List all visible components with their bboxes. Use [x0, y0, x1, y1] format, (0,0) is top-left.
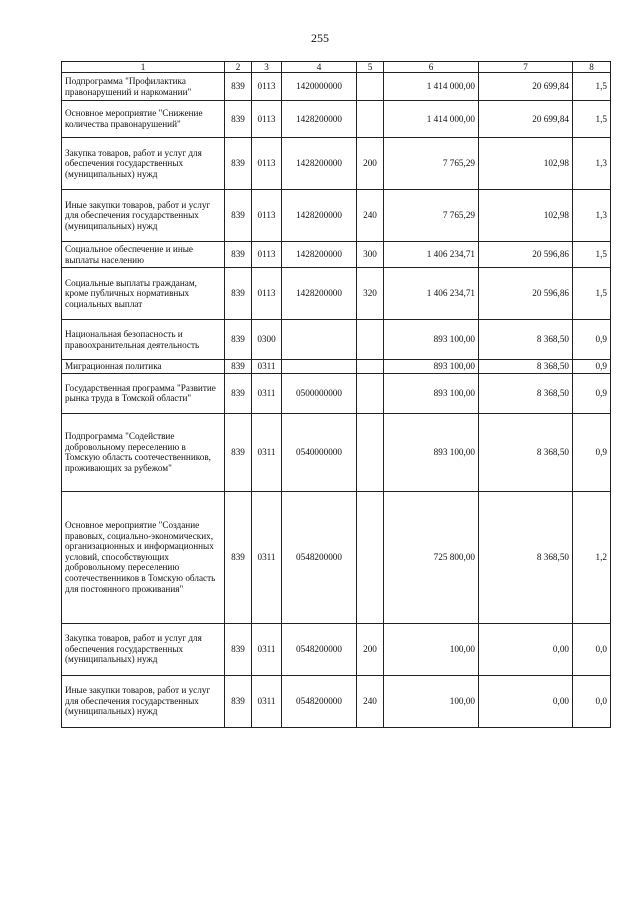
- row-rz-cell: 0311: [252, 623, 282, 675]
- row-fact-cell: 8 368,50: [479, 413, 573, 491]
- row-gr-cell: 839: [225, 138, 252, 190]
- row-vr-cell: 240: [357, 675, 384, 727]
- row-pct-cell: 0,9: [573, 360, 611, 374]
- row-fact-cell: 8 368,50: [479, 320, 573, 360]
- row-vr-cell: [357, 373, 384, 413]
- row-rz-cell: 0113: [252, 190, 282, 242]
- header-cell: 2: [225, 62, 252, 73]
- header-cell: 1: [62, 62, 225, 73]
- row-plan-cell: 893 100,00: [384, 320, 479, 360]
- row-pct-cell: 0,9: [573, 413, 611, 491]
- row-pct-cell: 0,9: [573, 373, 611, 413]
- row-fact-cell: 102,98: [479, 138, 573, 190]
- row-plan-cell: 7 765,29: [384, 138, 479, 190]
- table-row: [62, 101, 611, 138]
- header-cell: 6: [384, 62, 479, 73]
- row-plan-cell: 1 406 234,71: [384, 242, 479, 268]
- row-name-cell: Миграционная политика: [62, 360, 225, 374]
- row-vr-cell: [357, 101, 384, 138]
- row-plan-cell: 1 406 234,71: [384, 268, 479, 320]
- row-cs-cell: 0500000000: [282, 373, 357, 413]
- row-name-cell: Иные закупки товаров, работ и услуг для обеспечения государственных (муниципальных) нужд: [62, 190, 225, 242]
- row-rz-cell: 0113: [252, 73, 282, 101]
- row-pct-cell: 0,0: [573, 623, 611, 675]
- row-fact-cell: 8 368,50: [479, 373, 573, 413]
- row-pct-cell: 1,5: [573, 242, 611, 268]
- row-cs-cell: 0548200000: [282, 491, 357, 623]
- row-rz-cell: 0113: [252, 242, 282, 268]
- row-gr-cell: 839: [225, 320, 252, 360]
- table-header-row: [62, 62, 611, 73]
- row-name-cell: Государственная программа "Развитие рынка труда в Томской области": [62, 373, 225, 413]
- header-cell: 8: [573, 62, 611, 73]
- row-gr-cell: 839: [225, 73, 252, 101]
- row-cs-cell: 1420000000: [282, 73, 357, 101]
- row-vr-cell: 200: [357, 623, 384, 675]
- row-name-cell: Закупка товаров, работ и услуг для обеспечения государственных (муниципальных) нужд: [62, 623, 225, 675]
- row-cs-cell: 1428200000: [282, 101, 357, 138]
- row-pct-cell: 1,3: [573, 138, 611, 190]
- row-plan-cell: 893 100,00: [384, 373, 479, 413]
- row-cs-cell: 1428200000: [282, 190, 357, 242]
- table-row: [62, 268, 611, 320]
- row-gr-cell: 839: [225, 413, 252, 491]
- row-rz-cell: 0311: [252, 413, 282, 491]
- header-cell: 5: [357, 62, 384, 73]
- row-rz-cell: 0113: [252, 268, 282, 320]
- row-cs-cell: 0540000000: [282, 413, 357, 491]
- row-vr-cell: [357, 73, 384, 101]
- row-rz-cell: 0300: [252, 320, 282, 360]
- row-plan-cell: 725 800,00: [384, 491, 479, 623]
- row-rz-cell: 0311: [252, 491, 282, 623]
- row-fact-cell: 20 596,86: [479, 268, 573, 320]
- row-plan-cell: 893 100,00: [384, 413, 479, 491]
- row-fact-cell: 20 699,84: [479, 73, 573, 101]
- row-gr-cell: 839: [225, 491, 252, 623]
- row-rz-cell: 0311: [252, 373, 282, 413]
- row-plan-cell: 100,00: [384, 675, 479, 727]
- row-plan-cell: 1 414 000,00: [384, 73, 479, 101]
- table-row: [62, 373, 611, 413]
- row-name-cell: Подпрограмма "Содействие добровольному переселению в Томскую область соотечественников, проживающих за рубежом": [62, 413, 225, 491]
- header-cell: 4: [282, 62, 357, 73]
- row-vr-cell: 320: [357, 268, 384, 320]
- row-cs-cell: [282, 360, 357, 374]
- row-plan-cell: 893 100,00: [384, 360, 479, 374]
- row-fact-cell: 8 368,50: [479, 491, 573, 623]
- row-fact-cell: 102,98: [479, 190, 573, 242]
- row-rz-cell: 0113: [252, 101, 282, 138]
- row-fact-cell: 20 596,86: [479, 242, 573, 268]
- table-row: [62, 623, 611, 675]
- table-row: [62, 242, 611, 268]
- row-cs-cell: 0548200000: [282, 623, 357, 675]
- budget-table: [61, 61, 611, 728]
- row-cs-cell: 1428200000: [282, 242, 357, 268]
- row-name-cell: Закупка товаров, работ и услуг для обеспечения государственных (муниципальных) нужд: [62, 138, 225, 190]
- row-cs-cell: [282, 320, 357, 360]
- row-rz-cell: 0113: [252, 138, 282, 190]
- row-name-cell: Основное мероприятие "Создание правовых, социально-экономических, организационных и информационных условий, способствующих добровольному переселению соотечественников в Томскую область для постоянного проживания": [62, 491, 225, 623]
- row-fact-cell: 20 699,84: [479, 101, 573, 138]
- row-gr-cell: 839: [225, 675, 252, 727]
- row-gr-cell: 839: [225, 623, 252, 675]
- row-vr-cell: 300: [357, 242, 384, 268]
- header-cell: 7: [479, 62, 573, 73]
- row-vr-cell: [357, 320, 384, 360]
- row-name-cell: Социальные выплаты гражданам, кроме публичных нормативных социальных выплат: [62, 268, 225, 320]
- row-fact-cell: 8 368,50: [479, 360, 573, 374]
- row-cs-cell: 1428200000: [282, 138, 357, 190]
- row-fact-cell: 0,00: [479, 675, 573, 727]
- row-vr-cell: [357, 491, 384, 623]
- row-vr-cell: [357, 413, 384, 491]
- table-row: [62, 190, 611, 242]
- row-rz-cell: 0311: [252, 675, 282, 727]
- row-name-cell: Социальное обеспечение и иные выплаты населению: [62, 242, 225, 268]
- table-row: [62, 413, 611, 491]
- header-cell: 3: [252, 62, 282, 73]
- row-gr-cell: 839: [225, 268, 252, 320]
- row-plan-cell: 7 765,29: [384, 190, 479, 242]
- row-fact-cell: 0,00: [479, 623, 573, 675]
- row-cs-cell: 1428200000: [282, 268, 357, 320]
- row-plan-cell: 1 414 000,00: [384, 101, 479, 138]
- page-number: 255: [311, 31, 329, 45]
- row-cs-cell: 0548200000: [282, 675, 357, 727]
- row-name-cell: Иные закупки товаров, работ и услуг для обеспечения государственных (муниципальных) нужд: [62, 675, 225, 727]
- row-name-cell: Подпрограмма "Профилактика правонарушений и наркомании": [62, 73, 225, 101]
- row-name-cell: Основное мероприятие "Снижение количества правонарушений": [62, 101, 225, 138]
- table-row: [62, 360, 611, 374]
- row-name-cell: Национальная безопасность и правоохранительная деятельность: [62, 320, 225, 360]
- row-pct-cell: 1,5: [573, 268, 611, 320]
- table-row: [62, 73, 611, 101]
- row-pct-cell: 0,0: [573, 675, 611, 727]
- row-gr-cell: 839: [225, 101, 252, 138]
- row-gr-cell: 839: [225, 242, 252, 268]
- row-vr-cell: 200: [357, 138, 384, 190]
- table-row: [62, 138, 611, 190]
- row-pct-cell: 1,3: [573, 190, 611, 242]
- table-row: [62, 675, 611, 727]
- row-rz-cell: 0311: [252, 360, 282, 374]
- row-vr-cell: 240: [357, 190, 384, 242]
- row-plan-cell: 100,00: [384, 623, 479, 675]
- row-vr-cell: [357, 360, 384, 374]
- row-pct-cell: 1,5: [573, 101, 611, 138]
- table-row: [62, 491, 611, 623]
- row-pct-cell: 0,9: [573, 320, 611, 360]
- row-pct-cell: 1,2: [573, 491, 611, 623]
- row-gr-cell: 839: [225, 373, 252, 413]
- row-pct-cell: 1,5: [573, 73, 611, 101]
- row-gr-cell: 839: [225, 360, 252, 374]
- row-gr-cell: 839: [225, 190, 252, 242]
- table-row: [62, 320, 611, 360]
